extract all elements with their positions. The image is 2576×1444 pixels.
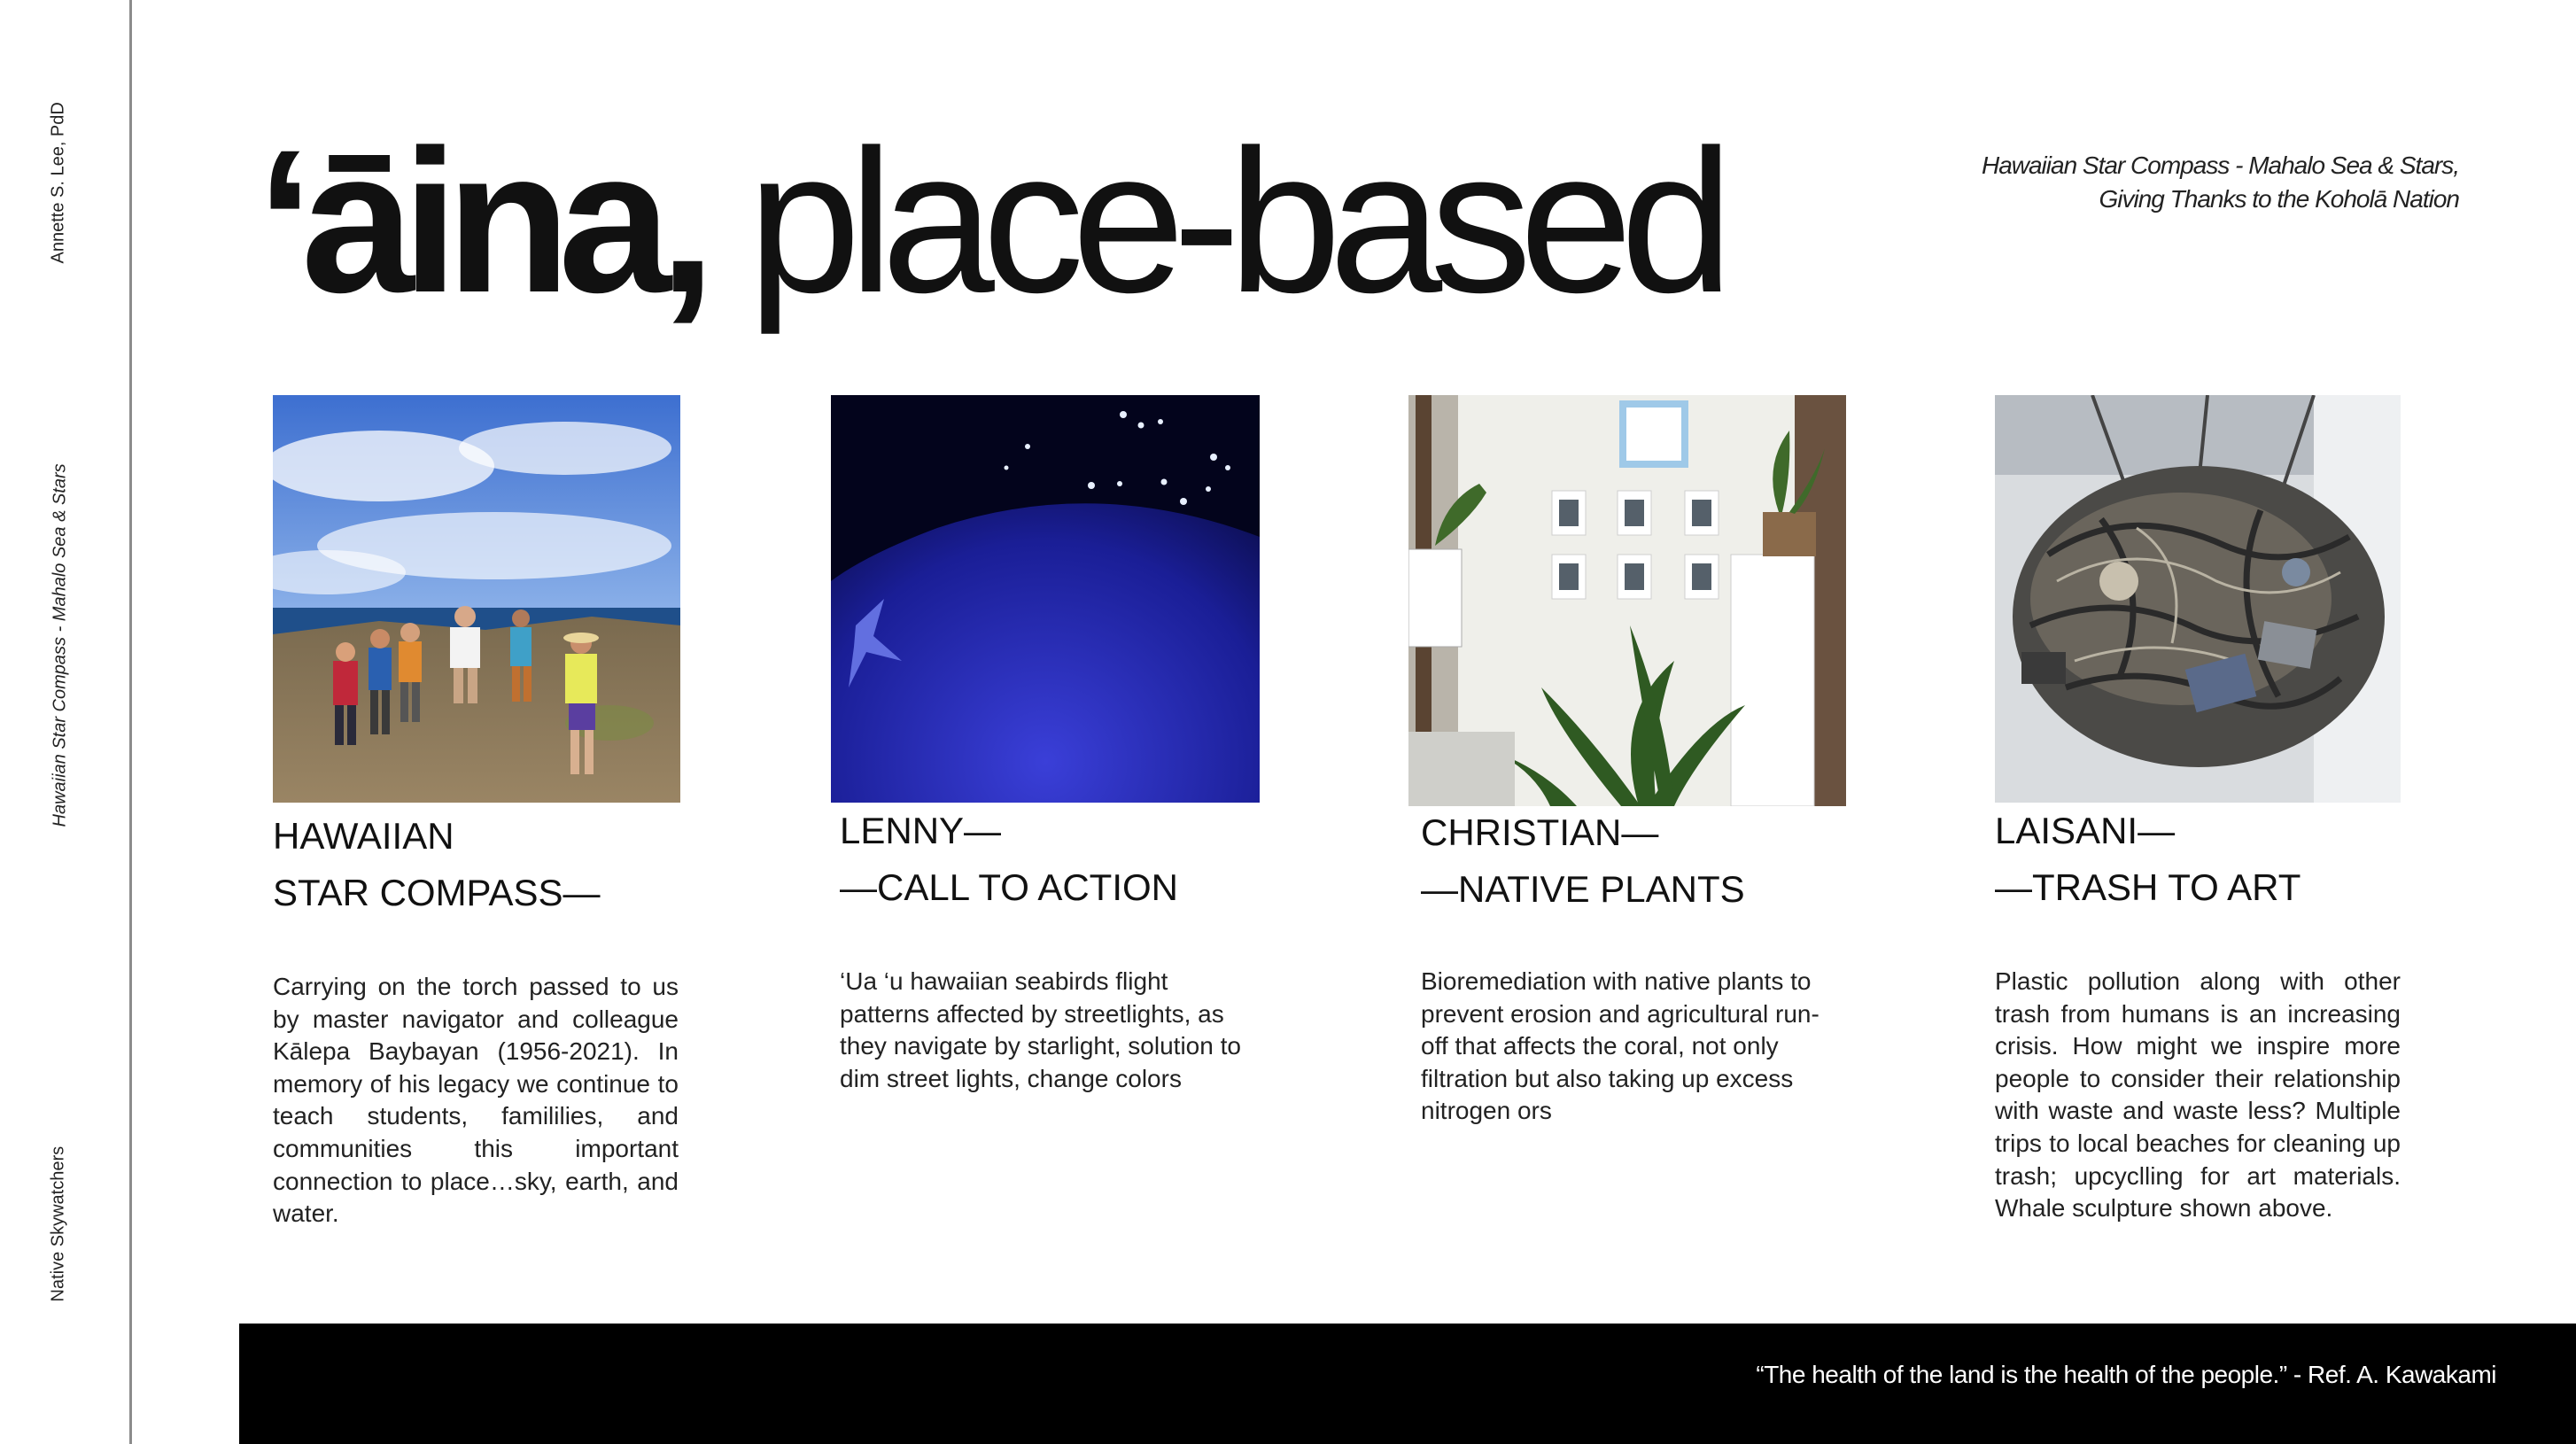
- card-title-line1: HAWAIIAN: [273, 815, 454, 857]
- page-title: [257, 106, 1721, 337]
- sidebar-author: Annette S. Lee, PdD: [48, 102, 68, 264]
- photo-native-plants-exhibit: [1408, 395, 1846, 806]
- project-caption: [1839, 149, 2459, 216]
- photo-night-sky-exhibit: [831, 395, 1260, 803]
- trash-sculpture-illustration: [1995, 395, 2401, 803]
- sidebar-project-title: Hawaiian Star Compass - Mahalo Sea & Stars: [50, 463, 70, 827]
- card-text-laisani: Plastic pollution along with other trash from humans is an increasing crisis. How might we inspire more people to consider their relationship with waste and waste less? Multiple trips to local beaches for cleaning up trash; upcyclling for art materials. Whale sculpture shown above.: [1995, 967, 2401, 1223]
- card-title-line1: LENNY—: [840, 810, 1002, 851]
- card-text-christian: Bioremediation with native plants to prevent erosion and agricultural run-off that affects the coral, not only filtration but also taking up excess nitrogen ors: [1421, 967, 1819, 1125]
- card-title-star-compass: [273, 808, 601, 921]
- card-text-lenny: ‘Ua ‘u hawaiian seabirds flight patterns affected by streetlights, as they navigate by starlight, solution to dim street lights, change colors: [840, 967, 1241, 1092]
- footer-bar: [239, 1324, 2576, 1444]
- project-caption-line1: Hawaiian Star Compass - Mahalo Sea & Stars,: [1981, 151, 2459, 179]
- sidebar-divider: [129, 0, 132, 1444]
- project-caption-line2: Giving Thanks to the Koholā Nation: [2099, 185, 2459, 213]
- card-title-line2: —NATIVE PLANTS: [1421, 868, 1745, 910]
- coastal-landscape-illustration: [273, 395, 680, 803]
- photo-star-compass-group: [273, 395, 680, 803]
- page-title-light-words: place-based: [703, 107, 1722, 335]
- card-title-laisani: [1995, 803, 2301, 916]
- photo-trash-whale-sculpture: [1995, 395, 2401, 803]
- card-title-lenny: [840, 803, 1178, 916]
- card-title-line1: LAISANI—: [1995, 810, 2176, 851]
- starry-dome-illustration: [831, 395, 1260, 803]
- card-title-line2: —CALL TO ACTION: [840, 866, 1178, 908]
- sidebar-organization: Native Skywatchers: [48, 1145, 68, 1302]
- card-title-line1: CHRISTIAN—: [1421, 811, 1659, 853]
- card-title-christian: [1421, 804, 1745, 918]
- card-text-star-compass: Carrying on the torch passed to us by master navigator and colleague Kālepa Baybayan (1956-2021). In memory of his legacy we continue to teach students, famililies, and communities this important connection to place…sky, earth, and water.: [273, 973, 679, 1228]
- card-title-line2: STAR COMPASS—: [273, 872, 601, 913]
- footer-quote: “The health of the land is the health of the people.” - Ref. A. Kawakami: [1756, 1361, 2496, 1388]
- page-title-bold-word: ‘āina,: [257, 107, 704, 335]
- card-title-line2: —TRASH TO ART: [1995, 866, 2301, 908]
- plant-gallery-illustration: [1408, 395, 1846, 806]
